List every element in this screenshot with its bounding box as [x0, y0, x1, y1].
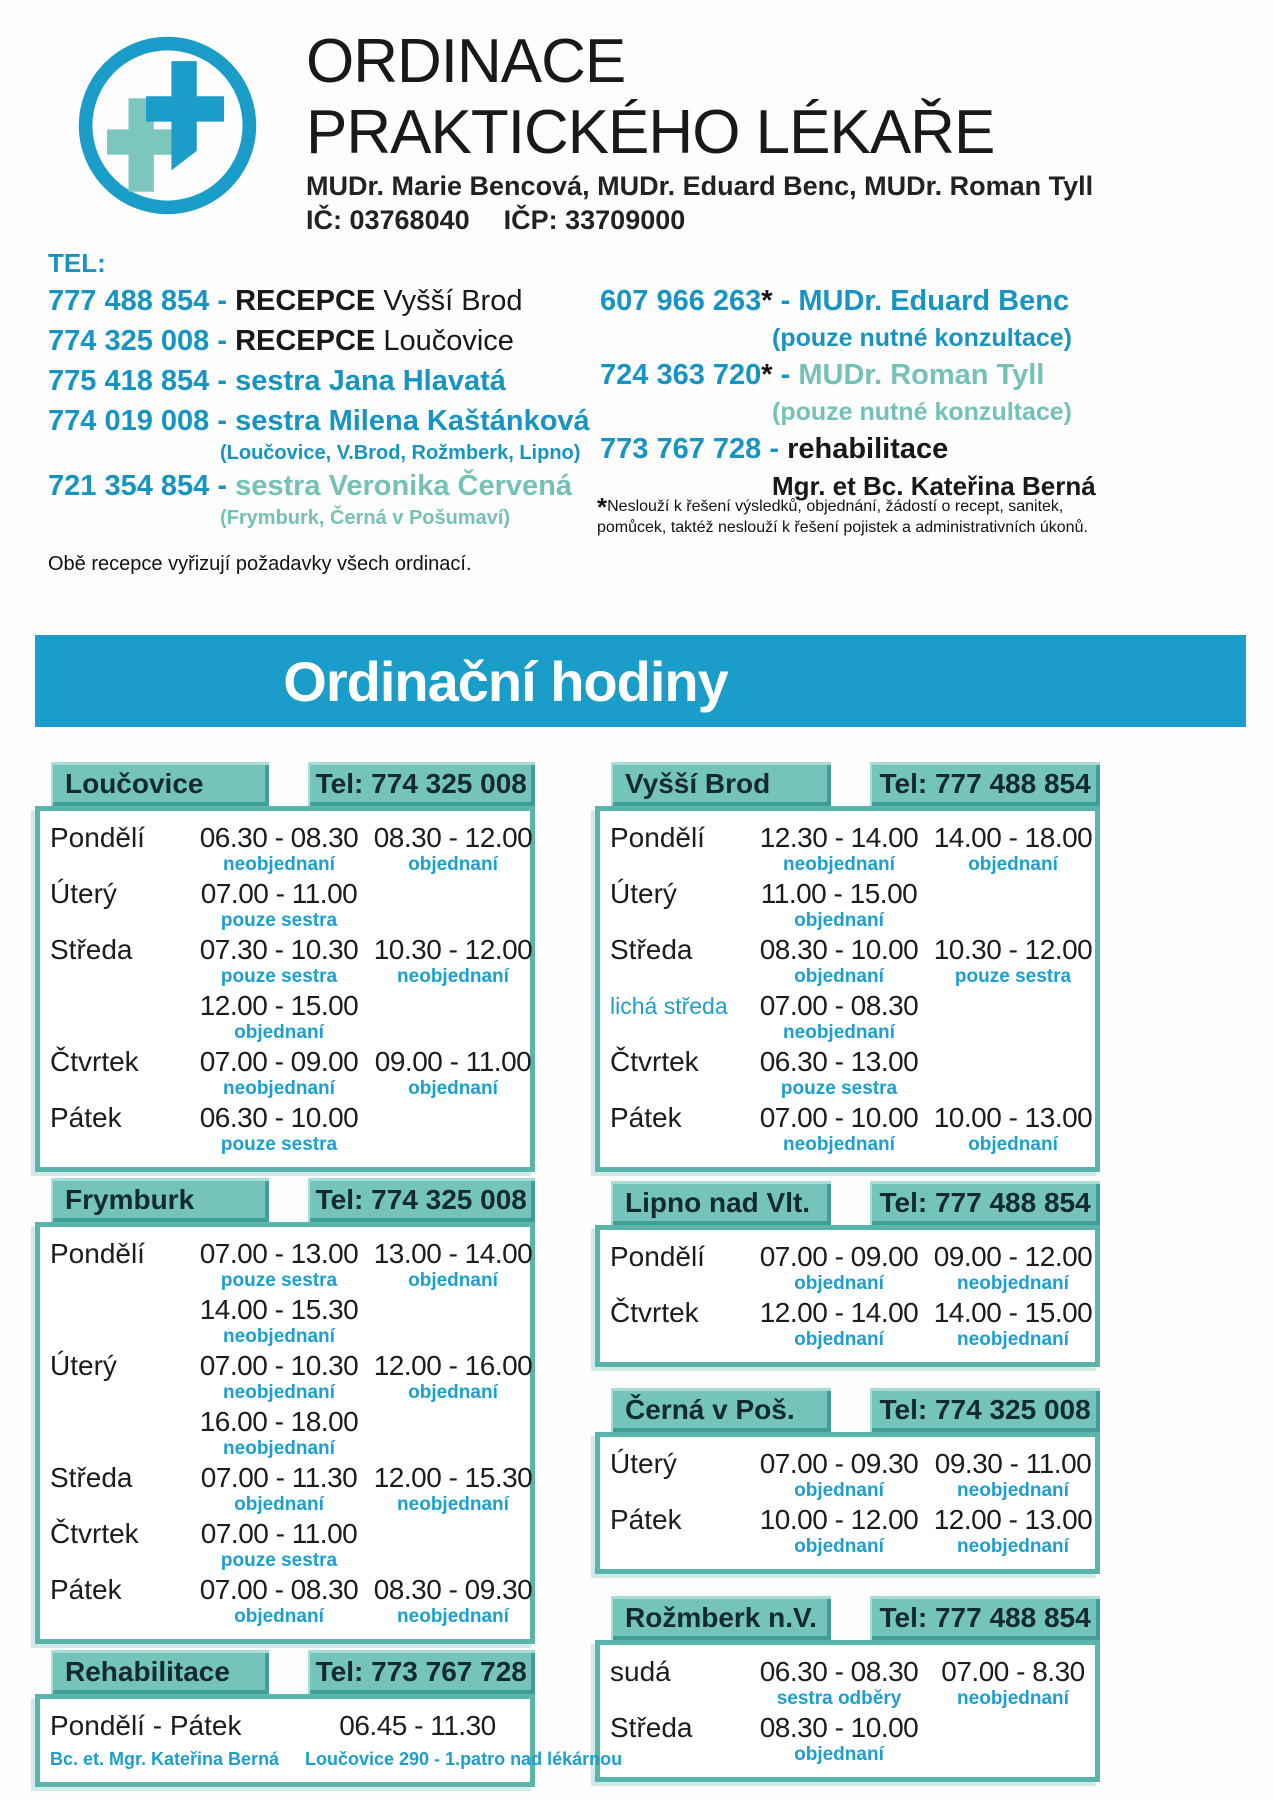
footer-note: Bc. et. Mgr. Kateřina Berná	[50, 1749, 280, 1769]
slot-type-label: objednaní	[794, 966, 884, 987]
schedule-body	[595, 806, 1100, 1172]
time-range: 09.00 - 11.00	[374, 1046, 532, 1077]
slot-type-label: objednaní	[794, 1536, 884, 1557]
phone-number: 775 418 854	[48, 365, 210, 397]
dash: -	[772, 359, 799, 391]
time-slot	[926, 1655, 1100, 1709]
time-slot	[752, 1711, 926, 1765]
time-slot	[366, 933, 540, 987]
slot-type-label: neobjednaní	[223, 1326, 335, 1347]
time-range: 12.00 - 13.00	[933, 1504, 1093, 1535]
schedule-row	[40, 1101, 530, 1155]
schedule-body	[595, 1640, 1100, 1782]
schedule-row	[600, 877, 1095, 931]
schedule-row	[600, 933, 1095, 987]
slot-type-label: neobjednaní	[957, 1273, 1069, 1294]
contact-name: rehabilitace	[787, 433, 949, 465]
day-label: Úterý	[610, 1448, 677, 1479]
day-label: Čtvrtek	[50, 1518, 139, 1549]
schedule-vyssi	[595, 762, 1100, 1172]
slot-type-label: neobjednaní	[957, 1536, 1069, 1557]
day-label: Pondělí	[50, 1238, 145, 1269]
clinic-logo	[70, 28, 265, 228]
slot-type-label: neobjednaní	[223, 1438, 335, 1459]
schedule-row	[40, 1573, 533, 1627]
time-slot	[752, 933, 926, 987]
contact-note: (Loučovice, V.Brod, Rožmberk, Lipno)	[220, 442, 581, 464]
phone-entry	[600, 429, 1096, 503]
schedule-row	[600, 1655, 1095, 1709]
contact-name: RECEPCE	[235, 325, 376, 357]
day-label: Pondělí	[610, 1241, 705, 1272]
time-range: 10.00 - 13.00	[933, 1102, 1093, 1133]
slot-type-label: neobjednaní	[783, 1022, 895, 1043]
tel-ribbon: Tel: 773 767 728	[308, 1650, 535, 1694]
schedule-body	[35, 806, 535, 1172]
time-slot	[366, 1045, 540, 1099]
slot-type-label: objednaní	[408, 854, 498, 875]
time-slot	[926, 821, 1100, 875]
time-slot	[366, 821, 540, 875]
time-range: 10.00 - 12.00	[759, 1504, 919, 1535]
day-label: Pondělí - Pátek	[50, 1710, 242, 1741]
title-line-1: ORDINACE	[306, 27, 626, 96]
phone-number: 721 354 854	[48, 470, 210, 502]
time-range: 07.00 - 09.00	[759, 1241, 919, 1272]
time-slot	[192, 1237, 366, 1291]
schedule-header	[595, 1388, 1100, 1432]
time-range: 12.00 - 16.00	[373, 1350, 533, 1381]
dash: -	[209, 325, 236, 357]
time-range: 07.00 - 11.00	[200, 878, 358, 909]
schedule-row	[600, 1711, 1095, 1765]
tel-ribbon: Tel: 774 325 008	[308, 762, 535, 806]
schedule-row	[600, 1045, 1095, 1099]
tel-ribbon: Tel: 777 488 854	[870, 1181, 1100, 1225]
time-slot	[926, 1296, 1100, 1350]
slot-type-label: pouze sestra	[220, 1550, 338, 1571]
day-label: Čtvrtek	[610, 1297, 699, 1328]
contact-note: Mgr. et Bc. Kateřina Berná	[772, 471, 1096, 501]
schedule-row	[40, 933, 533, 987]
schedule-row	[600, 989, 1095, 1043]
time-range: 06.30 - 13.00	[759, 1046, 919, 1077]
time-range: 07.00 - 08.30	[199, 1574, 359, 1605]
time-slot	[926, 1240, 1100, 1294]
location-ribbon: Lipno nad Vlt.	[611, 1181, 831, 1225]
schedule-header	[35, 762, 535, 806]
dash: -	[209, 405, 236, 437]
phone-number: 774 019 008	[48, 405, 210, 437]
slot-type-label: pouze sestra	[220, 910, 338, 931]
schedule-row	[40, 1237, 533, 1291]
schedule-row	[40, 1349, 533, 1403]
time-slot	[752, 1240, 926, 1294]
time-range: 14.00 - 15.30	[199, 1294, 359, 1325]
footnote-asterisk: *	[761, 285, 773, 317]
location-ribbon: Černá v Poš.	[611, 1388, 831, 1432]
slot-type-label: objednaní	[234, 1494, 324, 1515]
time-slot	[192, 1517, 366, 1571]
schedule-body	[35, 1694, 623, 1787]
registration-ids	[306, 204, 1066, 237]
slot-type-label: neobjednaní	[397, 1606, 509, 1627]
schedule-row	[40, 821, 533, 875]
contact-name: sestra Milena Kaštánková	[235, 405, 590, 437]
day-label: Pátek	[50, 1574, 122, 1605]
phone-list-left	[48, 281, 588, 531]
header	[306, 26, 1094, 237]
schedule-row	[600, 1240, 1095, 1294]
time-slot	[366, 1461, 540, 1515]
time-slot	[192, 1293, 366, 1347]
slot-type-label: objednaní	[794, 1744, 884, 1765]
time-range: 10.30 - 12.00	[373, 934, 533, 965]
slot-type-label: objednaní	[408, 1270, 498, 1291]
schedule-row	[600, 1447, 1095, 1501]
slot-type-label: neobjednaní	[957, 1329, 1069, 1350]
phone-entry	[600, 281, 1090, 355]
tel-ribbon: Tel: 774 325 008	[308, 1178, 535, 1222]
reception-note: Obě recepce vyřizují požadavky všech ordinací.	[48, 553, 472, 575]
slot-type-label: objednaní	[794, 1329, 884, 1350]
schedule-loucovice	[35, 762, 535, 1172]
schedule-row	[40, 877, 530, 931]
schedule-row	[600, 1101, 1095, 1155]
day-label: Středa	[50, 934, 133, 965]
phone-entry	[48, 281, 588, 321]
schedule-row	[40, 1045, 530, 1099]
time-range: 12.00 - 15.30	[373, 1462, 533, 1493]
phone-entry	[48, 361, 588, 401]
slot-type-label: neobjednaní	[397, 966, 509, 987]
day-label: lichá středa	[610, 993, 728, 1019]
time-range: 07.00 - 11.30	[200, 1462, 358, 1493]
time-range: 09.30 - 11.00	[934, 1448, 1092, 1479]
phone-entry	[600, 355, 1090, 429]
footnote-asterisk: *	[761, 359, 773, 391]
slot-type-label: neobjednaní	[783, 1134, 895, 1155]
schedule-cerna	[595, 1388, 1100, 1574]
time-range: 16.00 - 18.00	[199, 1406, 359, 1437]
time-slot	[926, 1447, 1100, 1501]
time-range: 12.00 - 15.00	[199, 990, 359, 1021]
time-range: 12.30 - 14.00	[759, 822, 919, 853]
time-range: 10.30 - 12.00	[933, 934, 1093, 965]
schedule-rehab	[35, 1650, 623, 1787]
ic-number: IČ: 03768040	[306, 205, 470, 235]
time-slot	[926, 933, 1100, 987]
office-hours-banner: Ordinační hodiny	[35, 635, 1246, 727]
slot-type-label: objednaní	[234, 1022, 324, 1043]
time-slot	[926, 1101, 1100, 1155]
time-slot	[752, 1045, 926, 1099]
footnote-asterisk: *	[597, 492, 608, 522]
slot-type-label: neobjednaní	[957, 1480, 1069, 1501]
time-slot	[752, 1503, 926, 1557]
time-slot	[752, 989, 926, 1043]
time-range: 07.00 - 10.00	[759, 1102, 919, 1133]
dash: -	[772, 285, 799, 317]
location-ribbon: Loučovice	[51, 762, 269, 806]
location-ribbon: Rožmberk n.V.	[611, 1596, 831, 1640]
time-range: 14.00 - 18.00	[933, 822, 1093, 853]
time-range: 06.30 - 10.00	[199, 1102, 359, 1133]
schedule-body	[35, 1222, 535, 1644]
phone-entry	[48, 321, 588, 361]
slot-type-label: pouze sestra	[220, 1134, 338, 1155]
location-ribbon: Frymburk	[51, 1178, 269, 1222]
schedule-header	[35, 1178, 535, 1222]
day-label: sudá	[610, 1656, 671, 1687]
time-slot	[192, 1045, 366, 1099]
slot-type-label: neobjednaní	[223, 854, 335, 875]
time-slot	[192, 933, 366, 987]
schedule-row	[600, 1296, 1095, 1350]
slot-type-label: objednaní	[794, 910, 884, 931]
time-range: 14.00 - 15.00	[933, 1297, 1093, 1328]
time-range: 06.30 - 08.30	[199, 822, 359, 853]
time-slot	[752, 1101, 926, 1155]
phone-entry	[48, 401, 588, 466]
slot-type-label: pouze sestra	[780, 1078, 898, 1099]
schedule-row	[600, 821, 1095, 875]
schedule-row	[40, 989, 530, 1043]
day-label: Pátek	[610, 1504, 682, 1535]
time-slot	[192, 989, 366, 1043]
phone-entry	[48, 466, 588, 531]
time-slot	[752, 1655, 926, 1709]
schedule-row	[40, 1405, 530, 1459]
time-range: 07.00 - 09.00	[199, 1046, 359, 1077]
phone-list-right	[600, 281, 1096, 503]
contact-note: (pouze nutné konzultace)	[772, 324, 1072, 352]
time-slot	[192, 1461, 366, 1515]
tel-ribbon: Tel: 777 488 854	[870, 1596, 1100, 1640]
slot-type-label: objednaní	[234, 1606, 324, 1627]
slot-type-label: neobjednaní	[397, 1494, 509, 1515]
time-range: 08.30 - 12.00	[373, 822, 533, 853]
schedule-row	[40, 1293, 530, 1347]
time-slot	[366, 1237, 540, 1291]
slot-type-label: sestra odběry	[776, 1688, 902, 1709]
schedule-row	[40, 1709, 530, 1743]
phone-number: 607 966 263	[600, 285, 762, 317]
schedule-rozmberk	[595, 1596, 1100, 1782]
day-label: Pátek	[50, 1102, 122, 1133]
schedule-row	[600, 1503, 1095, 1557]
time-slot	[366, 1573, 540, 1627]
time-range: 07.00 - 09.30	[759, 1448, 919, 1479]
time-slot	[752, 821, 926, 875]
day-label: Úterý	[610, 878, 677, 909]
day-label: Středa	[610, 934, 693, 965]
contact-note: (Frymburk, Černá v Pošumaví)	[220, 507, 511, 529]
time-slot	[366, 1349, 540, 1403]
schedule-body	[595, 1432, 1100, 1574]
time-slot	[752, 1296, 926, 1350]
time-range: 12.00 - 14.00	[759, 1297, 919, 1328]
time-slot	[192, 877, 366, 931]
day-label: Středa	[50, 1462, 133, 1493]
time-range: 07.00 - 8.30	[941, 1656, 1085, 1687]
time-slot	[192, 1573, 366, 1627]
tel-ribbon: Tel: 777 488 854	[870, 762, 1100, 806]
footnote-text: Neslouží k řešení výsledků, objednání, žádostí o recept, sanitek, pomůcek, taktéž neslouží k řešení pojistek a administrativních úkonů.	[597, 498, 1088, 536]
time-range: 09.00 - 12.00	[933, 1241, 1093, 1272]
day-label: Pondělí	[610, 822, 705, 853]
asterisk-footnote	[597, 492, 1112, 538]
slot-type-label: pouze sestra	[954, 966, 1072, 987]
phone-number: 724 363 720	[600, 359, 762, 391]
day-label: Úterý	[50, 878, 117, 909]
contact-name: MUDr. Eduard Benc	[798, 285, 1070, 317]
tel-ribbon: Tel: 774 325 008	[870, 1388, 1100, 1432]
phone-number: 777 488 854	[48, 285, 210, 317]
slot-type-label: objednaní	[408, 1382, 498, 1403]
phone-number: 774 325 008	[48, 325, 210, 357]
phone-number: 773 767 728	[600, 433, 762, 465]
schedule-lipno	[595, 1181, 1100, 1367]
time-slot	[192, 1101, 366, 1155]
contact-note: (pouze nutné konzultace)	[772, 398, 1072, 426]
slot-type-label: pouze sestra	[220, 966, 338, 987]
slot-type-label: objednaní	[968, 1134, 1058, 1155]
slot-type-label: neobjednaní	[957, 1688, 1069, 1709]
contact-name: RECEPCE	[235, 285, 376, 317]
time-slot	[305, 1709, 530, 1743]
contact-name: MUDr. Roman Tyll	[798, 359, 1045, 391]
schedule-row	[40, 1461, 533, 1515]
day-label: Úterý	[50, 1350, 117, 1381]
time-range: 07.00 - 13.00	[199, 1238, 359, 1269]
title-line-2: PRAKTICKÉHO LÉKAŘE	[306, 98, 995, 167]
day-label: Pátek	[610, 1102, 682, 1133]
day-label: Středa	[610, 1712, 693, 1743]
slot-type-label: pouze sestra	[220, 1270, 338, 1291]
time-range: 07.30 - 10.30	[199, 934, 359, 965]
time-range: 07.00 - 11.00	[200, 1518, 358, 1549]
schedule-header	[35, 1650, 535, 1694]
slot-type-label: objednaní	[794, 1273, 884, 1294]
slot-type-label: objednaní	[794, 1480, 884, 1501]
tel-label: TEL:	[48, 248, 106, 278]
dash: -	[209, 285, 236, 317]
day-label: Čtvrtek	[50, 1046, 139, 1077]
location-ribbon: Rehabilitace	[51, 1650, 269, 1694]
time-range: 08.30 - 10.00	[759, 1712, 919, 1743]
doctors-names: MUDr. Marie Bencová, MUDr. Eduard Benc, MUDr. Roman Tyll	[306, 171, 1094, 201]
location-ribbon: Vyšší Brod	[611, 762, 831, 806]
time-slot	[192, 821, 366, 875]
time-range: 11.00 - 15.00	[760, 878, 918, 909]
time-range: 08.30 - 09.30	[373, 1574, 533, 1605]
slot-type-label: objednaní	[968, 854, 1058, 875]
slot-type-label: objednaní	[408, 1078, 498, 1099]
time-range: 07.00 - 10.30	[199, 1350, 359, 1381]
contact-name: sestra Veronika Červená	[235, 470, 572, 502]
time-range: 08.30 - 10.00	[759, 934, 919, 965]
icp-number: IČP: 33709000	[503, 205, 686, 235]
slot-type-label: neobjednaní	[223, 1078, 335, 1099]
dash: -	[209, 365, 236, 397]
day-label: Pondělí	[50, 822, 145, 853]
schedule-header	[595, 762, 1100, 806]
contact-location: Loučovice	[375, 325, 514, 357]
time-range: 13.00 - 14.00	[373, 1238, 533, 1269]
schedule-frymburk	[35, 1178, 535, 1644]
dash: -	[761, 433, 788, 465]
contact-name: sestra Jana Hlavatá	[235, 365, 506, 397]
schedule-footer	[40, 1745, 623, 1772]
time-range: 07.00 - 08.30	[759, 990, 919, 1021]
day-label: Čtvrtek	[610, 1046, 699, 1077]
slot-type-label: neobjednaní	[783, 854, 895, 875]
time-slot	[192, 1405, 366, 1459]
slot-type-label: neobjednaní	[223, 1382, 335, 1403]
time-range: 06.45 - 11.30	[339, 1710, 496, 1741]
clinic-cross-logo-graphic	[70, 28, 265, 223]
footer-note: Loučovice 290 - 1.patro nad lékárnou	[305, 1749, 623, 1769]
schedule-header	[595, 1181, 1100, 1225]
time-range: 06.30 - 08.30	[759, 1656, 919, 1687]
dash: -	[209, 470, 236, 502]
schedule-row	[40, 1517, 530, 1571]
time-slot	[752, 877, 926, 931]
time-slot	[926, 1503, 1100, 1557]
schedule-body	[595, 1225, 1100, 1367]
contact-location: Vyšší Brod	[375, 285, 523, 317]
time-slot	[192, 1349, 366, 1403]
schedule-header	[595, 1596, 1100, 1640]
time-slot	[752, 1447, 926, 1501]
